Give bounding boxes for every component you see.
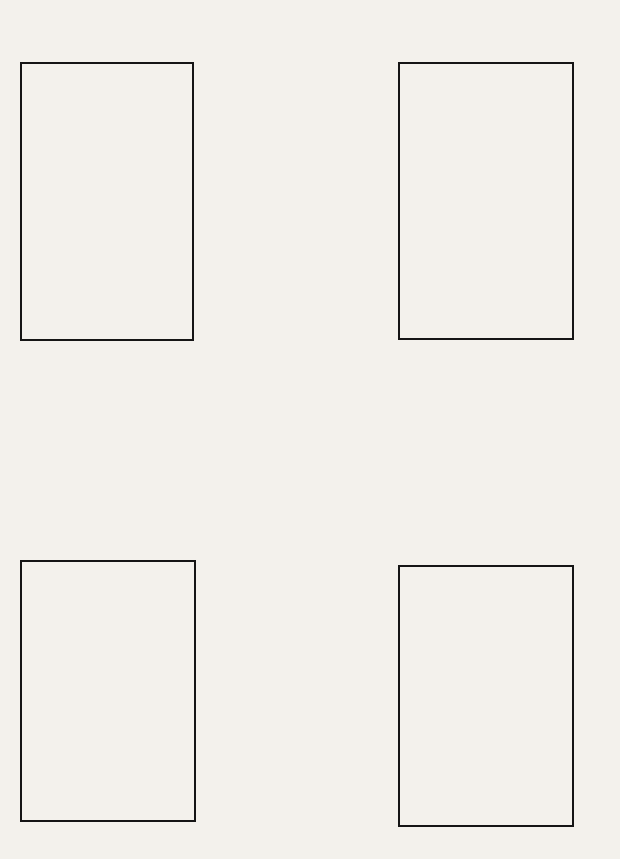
ad-tecnico [20, 62, 194, 341]
ad-se-vende [20, 560, 196, 822]
cartelera-column [203, 20, 391, 852]
ad-ministerio-valencia [398, 350, 576, 353]
ad-importante-empresa [398, 565, 574, 827]
ad-ministerio-santander [20, 348, 196, 351]
ad-tecnica-minera [398, 62, 574, 340]
